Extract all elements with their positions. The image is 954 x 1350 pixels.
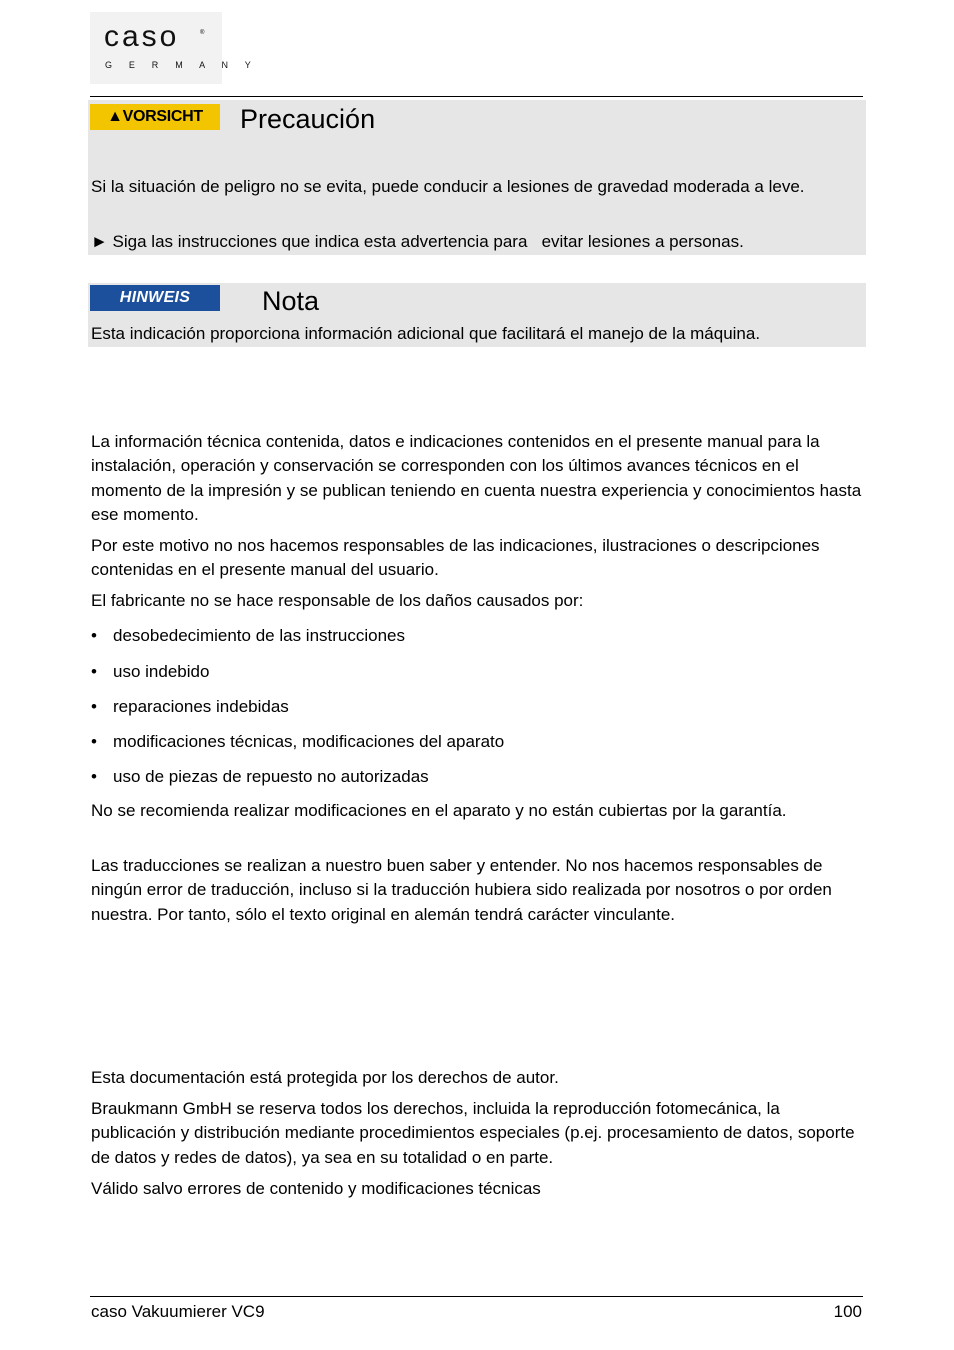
header-rule [90,96,863,97]
caution-instruction: ► Siga las instrucciones que indica esta advertencia para evitar lesiones a personas. [91,232,744,251]
caution-title: Precaución [240,104,376,134]
hinweis-note-badge: HINWEIS [90,285,220,311]
paragraph-rights-reserved: Braukmann GmbH se reserva todos los derechos, incluida la reproducción fotomecánica, la publicación y distribución mediante procedimientos especiales (p.ej. procesamiento de datos, soporte de datos y redes de datos), ya sea en su totalidad o en parte. [91,1099,855,1167]
logo-wordmark: caso [104,20,180,53]
page-number: 100 [833,1302,862,1321]
vorsicht-warning-badge: ▲VORSICHT [90,104,220,130]
note-text: Esta indicación proporciona información adicional que facilitará el manejo de la máquina. [91,324,761,343]
bullet-icon: • [91,732,97,751]
list-item-text: uso de piezas de repuesto no autorizadas [113,767,429,786]
bullet-icon: • [91,767,97,786]
list-item-text: reparaciones indebidas [113,697,289,716]
list-item-text: desobedecimiento de las instrucciones [113,626,406,645]
footer-product-name: caso Vakuumierer VC9 [91,1302,265,1321]
footer-rule [90,1296,863,1297]
paragraph-no-responsibility: Por este motivo no nos hacemos responsables de las indicaciones, ilustraciones o descripciones contenidas en el presente manual del usuario. [91,536,820,580]
bullet-icon: • [91,626,97,645]
logo-registered-mark: ® [200,30,205,36]
paragraph-copyright: Esta documentación está protegida por los derechos de autor. [91,1068,559,1087]
caution-text: Si la situación de peligro no se evita, puede conducir a lesiones de gravedad moderada a leve. [91,177,805,196]
paragraph-technical-info: La información técnica contenida, datos e indicaciones contenidos en el presente manual para la instalación, operación y conservación se corresponden con los últimos avances técnicos en el momento de la impresión y se publican teniendo en cuenta nuestra experiencia y conocimientos hasta ese momento. [91,432,862,525]
logo-tagline: G E R M A N Y [105,60,258,70]
list-item-text: modificaciones técnicas, modificaciones del aparato [113,732,505,751]
list-item-text: uso indebido [113,662,210,681]
paragraph-translations: Las traducciones se realizan a nuestro buen saber y entender. No nos hacemos responsables de ningún error de traducción, incluso si la traducción hubiera sido realizada por nosotros o por orden nuestra. Por tanto, sólo el texto original en alemán tendrá carácter vinculante. [91,856,832,924]
paragraph-errors-reserved: Válido salvo errores de contenido y modificaciones técnicas [91,1179,541,1198]
paragraph-manufacturer-liability: El fabricante no se hace responsable de los daños causados por: [91,591,584,610]
note-title: Nota [262,286,320,316]
bullet-icon: • [91,662,97,681]
paragraph-modifications: No se recomienda realizar modificaciones en el aparato y no están cubiertas por la garantía. [91,801,787,820]
bullet-icon: • [91,697,97,716]
